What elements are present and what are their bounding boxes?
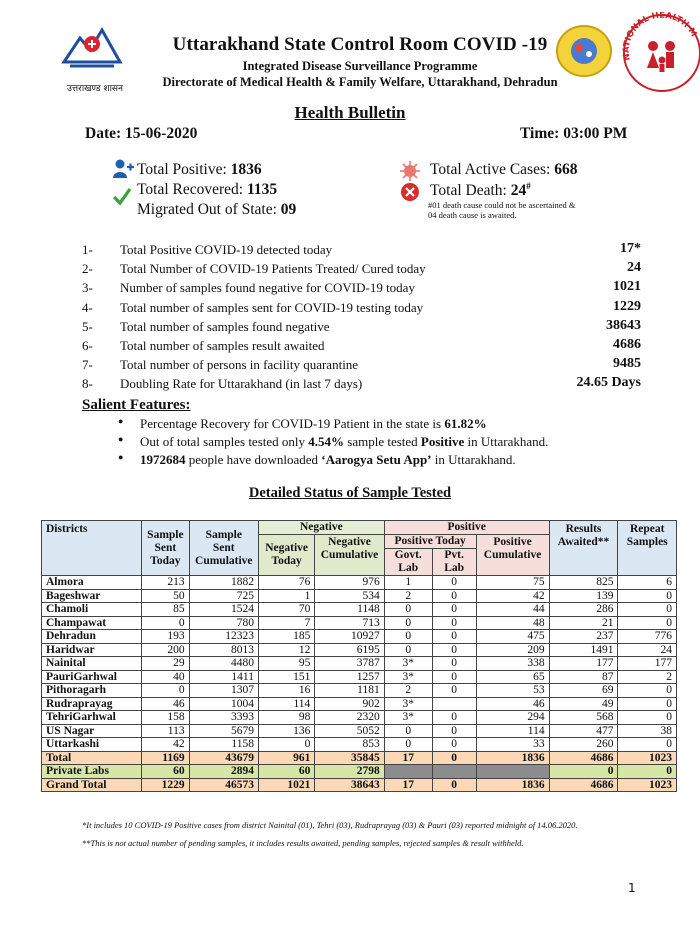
table-cell: 29	[142, 657, 189, 671]
table-cell: 46	[142, 697, 189, 711]
table-cell: 4686	[549, 778, 618, 792]
table-cell: 185	[258, 630, 314, 644]
table-row	[42, 603, 677, 617]
table-cell: 294	[476, 711, 549, 725]
district-name: Almora	[42, 576, 142, 590]
item-number: 7-	[82, 357, 93, 373]
table-cell: 193	[142, 630, 189, 644]
table-cell: 1229	[142, 778, 189, 792]
footnote-1: *It includes 10 COVID-19 Positive cases from district Nainital (01), Tehri (03), Rudraprayag (03) & Pauri (03) reported midnight of 14.06.2020.	[82, 820, 578, 830]
table-cell: 17	[384, 751, 432, 765]
list-item: ● 1972684 people have downloaded ‘Aarogya Setu App’ in Uttarakhand.	[118, 452, 548, 470]
table-cell: 114	[258, 697, 314, 711]
item-value: 1021	[613, 279, 641, 295]
table-cell: 38	[618, 724, 677, 738]
total-active: Total Active Cases: 668	[430, 161, 578, 178]
col-districts: Districts	[42, 521, 142, 576]
page-title: Uttarakhand State Control Room COVID -19	[172, 34, 548, 55]
table-cell: 1257	[315, 670, 384, 684]
table-cell: 0	[549, 765, 618, 779]
uttarakhand-govt-logo	[60, 18, 132, 94]
col-positive: Positive	[384, 521, 549, 535]
item-number: 3-	[82, 280, 93, 296]
col-pvt-lab: Pvt. Lab	[432, 549, 476, 576]
table-cell: 0	[618, 603, 677, 617]
col-govt-lab: Govt. Lab	[384, 549, 432, 576]
table-cell: 0	[432, 724, 476, 738]
list-item	[82, 298, 647, 317]
table-cell: 1169	[142, 751, 189, 765]
table-cell: 60	[258, 765, 314, 779]
district-name: Uttarkashi	[42, 738, 142, 752]
table-cell: 0	[258, 738, 314, 752]
table-cell: 85	[142, 603, 189, 617]
district-name: Nainital	[42, 657, 142, 671]
add-person-icon	[112, 159, 134, 179]
table-cell: 158	[142, 711, 189, 725]
table-cell: 42	[142, 738, 189, 752]
district-name: US Nagar	[42, 724, 142, 738]
table-cell: 3*	[384, 711, 432, 725]
table-cell: 213	[142, 576, 189, 590]
district-name: Grand Total	[42, 778, 142, 792]
table-cell: 0	[384, 724, 432, 738]
table-cell: 0	[618, 711, 677, 725]
table-cell: 0	[432, 738, 476, 752]
table-cell: 0	[384, 630, 432, 644]
table-cell: 1	[258, 589, 314, 603]
item-value: 4686	[613, 336, 641, 352]
table-cell: 17	[384, 778, 432, 792]
table-cell: 0	[384, 616, 432, 630]
table-cell: 3*	[384, 697, 432, 711]
table-cell: 477	[549, 724, 618, 738]
table-cell: 0	[432, 643, 476, 657]
emblem-icon	[60, 18, 124, 74]
table-cell	[432, 765, 476, 779]
table-cell: 0	[432, 616, 476, 630]
table-cell: 1882	[189, 576, 258, 590]
district-name: Total	[42, 751, 142, 765]
table-row	[42, 751, 677, 765]
item-number: 5-	[82, 318, 93, 334]
table-cell: 49	[549, 697, 618, 711]
table-cell: 44	[476, 603, 549, 617]
item-number: 4-	[82, 299, 93, 315]
table-cell: 177	[549, 657, 618, 671]
table-cell: 2	[384, 589, 432, 603]
bulletin-date: Date: 15-06-2020	[85, 125, 198, 142]
table-cell: 6195	[315, 643, 384, 657]
table-cell: 40	[142, 670, 189, 684]
table-cell: 961	[258, 751, 314, 765]
table-cell: 21	[549, 616, 618, 630]
close-circle-icon	[400, 182, 420, 202]
table-cell: 35845	[315, 751, 384, 765]
table-cell: 1148	[315, 603, 384, 617]
programme-name: Integrated Disease Surveillance Programme	[242, 59, 478, 73]
table-cell: 0	[618, 697, 677, 711]
death-note: #01 death cause could not be ascertained & 04 death cause is awaited.	[428, 200, 576, 220]
table-cell: 0	[432, 630, 476, 644]
table-cell	[384, 765, 432, 779]
list-item: ● Out of total samples tested only 4.54% sample tested Positive in Uttarakhand.	[118, 434, 548, 452]
table-row	[42, 697, 677, 711]
table-cell: 3787	[315, 657, 384, 671]
list-item	[82, 259, 647, 278]
table-row	[42, 643, 677, 657]
table-cell: 0	[384, 643, 432, 657]
district-name: Dehradun	[42, 630, 142, 644]
page-number: 1	[628, 881, 636, 895]
district-name: Haridwar	[42, 643, 142, 657]
table-cell: 1307	[189, 684, 258, 698]
table-cell: 0	[142, 684, 189, 698]
table-cell: 60	[142, 765, 189, 779]
table-cell: 43679	[189, 751, 258, 765]
item-number: 1-	[82, 242, 93, 257]
table-cell: 16	[258, 684, 314, 698]
table-cell: 0	[432, 603, 476, 617]
list-item	[82, 317, 647, 336]
table-cell: 8013	[189, 643, 258, 657]
table-cell	[432, 697, 476, 711]
table-cell: 260	[549, 738, 618, 752]
logo-caption: उत्तराखण्ड शासन	[66, 84, 123, 94]
table-cell: 338	[476, 657, 549, 671]
col-sent-today: Sample Sent Today	[142, 521, 189, 576]
table-cell: 780	[189, 616, 258, 630]
item-value: 38643	[606, 317, 641, 333]
table-row	[42, 630, 677, 644]
item-text: Doubling Rate for Uttarakhand (in last 7 days)	[120, 376, 363, 392]
table-cell: 70	[258, 603, 314, 617]
table-cell: 46573	[189, 778, 258, 792]
item-text: Total Positive COVID-19 detected today	[120, 242, 333, 257]
summary-list	[82, 240, 647, 394]
sample-status-table	[41, 520, 677, 792]
table-row	[42, 657, 677, 671]
table-row	[42, 684, 677, 698]
table-cell: 776	[618, 630, 677, 644]
district-name: Rudraprayag	[42, 697, 142, 711]
table-cell: 200	[142, 643, 189, 657]
table-cell: 46	[476, 697, 549, 711]
item-text: Total Number of COVID-19 Patients Treated/ Cured today	[120, 261, 426, 277]
table-cell: 38643	[315, 778, 384, 792]
virus-icon	[399, 160, 421, 182]
col-positive-cumulative: Positive Cumulative	[476, 535, 549, 576]
table-cell: 65	[476, 670, 549, 684]
col-negative-cumulative: Negative Cumulative	[315, 535, 384, 576]
table-cell: 6	[618, 576, 677, 590]
table-cell: 0	[142, 616, 189, 630]
table-cell: 1023	[618, 751, 677, 765]
table-cell: 5679	[189, 724, 258, 738]
total-positive: Total Positive: 1836	[137, 161, 262, 178]
item-text: Number of samples found negative for COVID-19 today	[120, 280, 415, 296]
table-cell: 1004	[189, 697, 258, 711]
table-cell: 2	[618, 670, 677, 684]
idsp-emblem-icon	[555, 24, 613, 78]
table-cell: 87	[549, 670, 618, 684]
table-cell: 825	[549, 576, 618, 590]
table-cell: 1491	[549, 643, 618, 657]
col-sent-cumulative: Sample Sent Cumulative	[189, 521, 258, 576]
table-cell: 2798	[315, 765, 384, 779]
table-cell: 5052	[315, 724, 384, 738]
table-cell: 12	[258, 643, 314, 657]
table-cell: 713	[315, 616, 384, 630]
table-cell: 0	[432, 576, 476, 590]
table-cell: 0	[432, 711, 476, 725]
item-value: 24.65 Days	[576, 375, 641, 391]
list-item: ● Percentage Recovery for COVID-19 Patient in the state is 61.82%	[118, 416, 548, 434]
district-name: TehriGarhwal	[42, 711, 142, 725]
table-row	[42, 576, 677, 590]
table-cell: 76	[258, 576, 314, 590]
table-cell: 475	[476, 630, 549, 644]
table-row	[42, 738, 677, 752]
table-cell: 237	[549, 630, 618, 644]
table-cell: 98	[258, 711, 314, 725]
table-cell: 853	[315, 738, 384, 752]
table-cell: 1836	[476, 751, 549, 765]
item-value: 24	[627, 260, 641, 276]
list-item	[82, 374, 647, 393]
col-positive-today: Positive Today	[384, 535, 476, 549]
table-cell: 48	[476, 616, 549, 630]
table-cell: 7	[258, 616, 314, 630]
table-row	[42, 589, 677, 603]
salient-list	[118, 416, 548, 470]
nhm-logo-text: NATIONAL HEALTH M	[621, 12, 699, 62]
table-cell: 3*	[384, 670, 432, 684]
total-recovered: Total Recovered: 1135	[137, 181, 278, 198]
table-cell: 50	[142, 589, 189, 603]
table-cell: 1158	[189, 738, 258, 752]
item-value: 9485	[613, 356, 641, 372]
district-name: Bageshwar	[42, 589, 142, 603]
table-cell: 0	[618, 616, 677, 630]
table-cell: 902	[315, 697, 384, 711]
table-cell: 725	[189, 589, 258, 603]
district-name: Private Labs	[42, 765, 142, 779]
table-cell: 286	[549, 603, 618, 617]
district-name: Champawat	[42, 616, 142, 630]
table-cell: 0	[432, 684, 476, 698]
table-cell: 136	[258, 724, 314, 738]
table-cell: 1411	[189, 670, 258, 684]
table-cell: 0	[432, 657, 476, 671]
table-cell: 53	[476, 684, 549, 698]
table-cell: 0	[618, 589, 677, 603]
item-number: 8-	[82, 376, 93, 392]
table-cell: 0	[618, 684, 677, 698]
table-cell: 75	[476, 576, 549, 590]
item-number: 2-	[82, 261, 93, 277]
table-cell: 568	[549, 711, 618, 725]
table-cell: 2320	[315, 711, 384, 725]
table-cell: 4686	[549, 751, 618, 765]
table-cell: 0	[432, 670, 476, 684]
table-cell: 0	[618, 738, 677, 752]
bulletin-title: Health Bulletin	[294, 103, 406, 122]
total-death: Total Death: 24#	[430, 181, 531, 200]
nhm-logo	[620, 12, 700, 99]
header-text-block	[140, 34, 580, 90]
table-cell: 2894	[189, 765, 258, 779]
list-item	[82, 355, 647, 374]
table-cell: 0	[384, 738, 432, 752]
col-negative-today: Negative Today	[258, 535, 314, 576]
footnote-2: **This is not actual number of pending samples, it includes results awaited, pending samples, rejected samples & result withheld.	[82, 838, 524, 848]
list-item	[82, 278, 647, 297]
table-cell: 1021	[258, 778, 314, 792]
table-cell: 33	[476, 738, 549, 752]
table-cell: 3*	[384, 657, 432, 671]
table-cell: 0	[432, 778, 476, 792]
table-cell: 0	[432, 751, 476, 765]
table-cell: 2	[384, 684, 432, 698]
table-row	[42, 670, 677, 684]
bulletin-time: Time: 03:00 PM	[520, 125, 628, 142]
directorate-name: Directorate of Medical Health & Family Welfare, Uttarakhand, Dehradun	[162, 75, 558, 89]
migrated-out: Migrated Out of State: 09	[137, 201, 297, 218]
table-cell: 114	[476, 724, 549, 738]
table-cell: 10927	[315, 630, 384, 644]
table-title: Detailed Status of Sample Tested	[248, 485, 452, 501]
district-name: PauriGarhwal	[42, 670, 142, 684]
table-cell	[476, 765, 549, 779]
table-cell: 0	[384, 603, 432, 617]
item-text: Total number of samples result awaited	[120, 337, 325, 353]
table-cell: 139	[549, 589, 618, 603]
page-header	[0, 0, 700, 100]
table-cell: 1524	[189, 603, 258, 617]
list-item	[82, 240, 647, 259]
table-cell: 3393	[189, 711, 258, 725]
district-name: Pithoragarh	[42, 684, 142, 698]
list-item	[82, 336, 647, 355]
table-cell: 4480	[189, 657, 258, 671]
table-cell: 209	[476, 643, 549, 657]
item-number: 6-	[82, 337, 93, 353]
col-repeat-samples: Repeat Samples	[618, 521, 677, 576]
table-cell: 95	[258, 657, 314, 671]
table-row	[42, 778, 677, 792]
table-cell: 69	[549, 684, 618, 698]
table-cell: 0	[432, 589, 476, 603]
nhm-emblem-icon	[620, 12, 700, 94]
table-cell: 1023	[618, 778, 677, 792]
table-cell: 0	[618, 765, 677, 779]
table-row	[42, 724, 677, 738]
table-cell: 12323	[189, 630, 258, 644]
col-results-awaited: Results Awaited**	[549, 521, 618, 576]
item-value: 1229	[613, 298, 641, 314]
table-cell: 113	[142, 724, 189, 738]
checkmark-icon	[112, 186, 132, 206]
col-negative: Negative	[258, 521, 384, 535]
table-row	[42, 711, 677, 725]
item-value: 17*	[620, 241, 641, 256]
item-text: Total number of persons in facility quarantine	[120, 357, 359, 373]
table-cell: 1181	[315, 684, 384, 698]
table-cell: 1	[384, 576, 432, 590]
table-row	[42, 616, 677, 630]
table-row	[42, 765, 677, 779]
table-cell: 976	[315, 576, 384, 590]
district-name: Chamoli	[42, 603, 142, 617]
item-text: Total number of samples found negative	[120, 318, 330, 334]
salient-heading: Salient Features:	[82, 397, 191, 413]
table-cell: 42	[476, 589, 549, 603]
item-text: Total number of samples sent for COVID-19 testing today	[120, 299, 424, 315]
table-cell: 1836	[476, 778, 549, 792]
table-cell: 534	[315, 589, 384, 603]
idsp-logo	[555, 24, 613, 83]
table-cell: 177	[618, 657, 677, 671]
table-cell: 24	[618, 643, 677, 657]
table-cell: 151	[258, 670, 314, 684]
